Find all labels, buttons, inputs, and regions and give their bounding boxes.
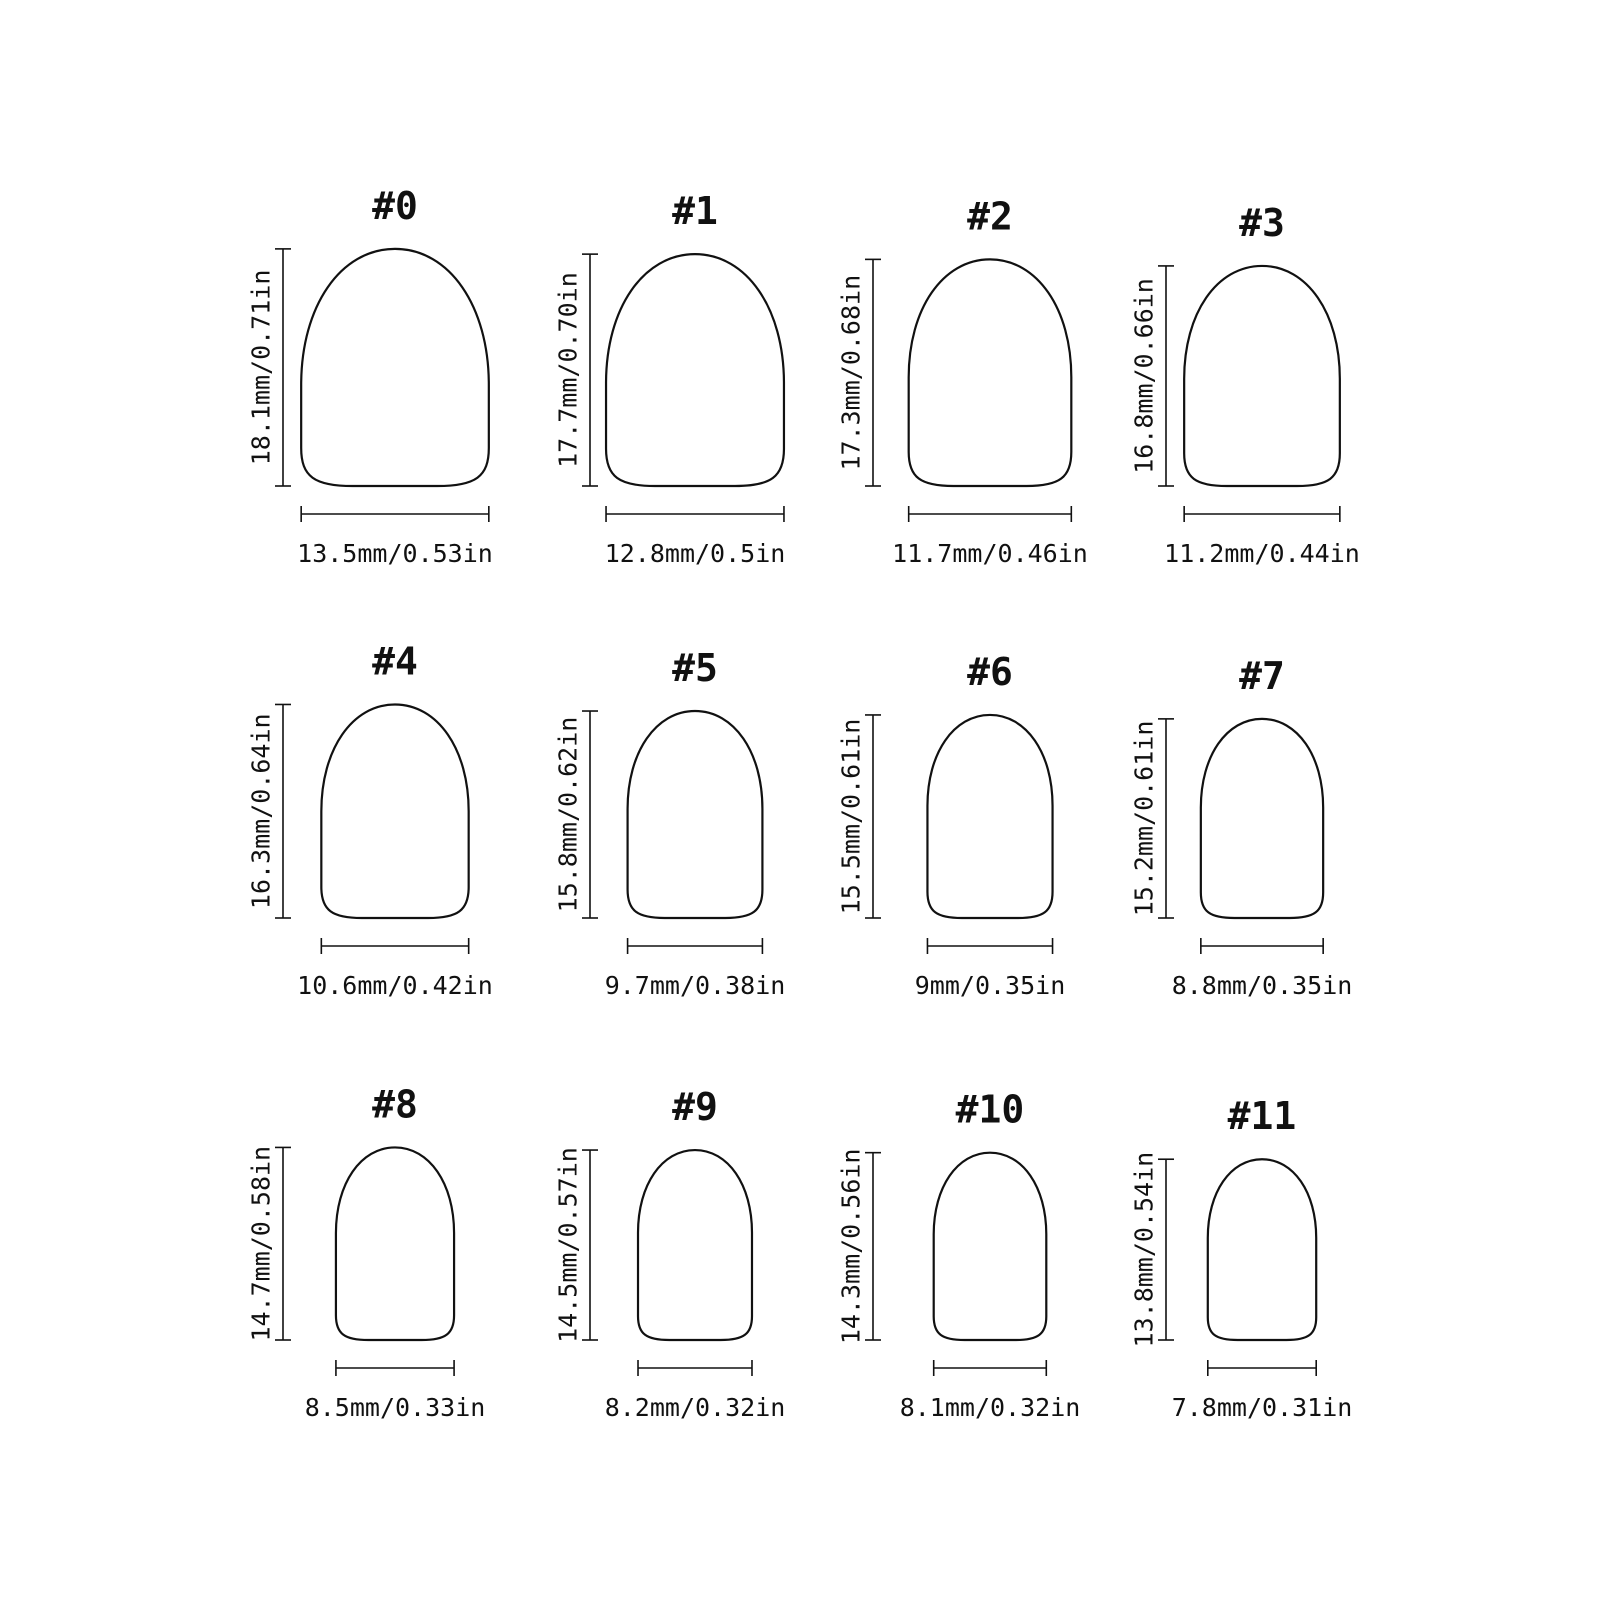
length-label: 14.7mm/0.58in	[246, 1145, 276, 1342]
size-label: #9	[672, 1085, 718, 1130]
size-label: #10	[955, 1087, 1025, 1132]
length-label: 13.8mm/0.54in	[1129, 1151, 1159, 1348]
length-label: 14.3mm/0.56in	[836, 1148, 866, 1345]
size-label: #8	[372, 1082, 418, 1127]
nail-shape	[927, 715, 1052, 918]
width-label: 11.7mm/0.46in	[892, 539, 1088, 568]
size-label: #1	[672, 189, 718, 234]
nail-shape	[638, 1150, 752, 1340]
nail-shape	[1208, 1159, 1316, 1340]
size-label: #0	[372, 183, 418, 228]
width-label: 13.5mm/0.53in	[297, 539, 493, 568]
nail-shape	[606, 254, 784, 486]
nail-shape	[1201, 719, 1323, 918]
nail-shape	[909, 259, 1072, 486]
width-label: 7.8mm/0.31in	[1171, 1393, 1353, 1422]
width-label: 8.2mm/0.32in	[604, 1393, 786, 1422]
width-label: 8.1mm/0.32in	[899, 1393, 1081, 1422]
size-label: #5	[672, 646, 718, 691]
size-label: #3	[1239, 200, 1285, 245]
width-label: 8.8mm/0.35in	[1171, 971, 1353, 1000]
width-label: 9.7mm/0.38in	[604, 971, 786, 1000]
size-label: #11	[1227, 1094, 1297, 1139]
width-label: 10.6mm/0.42in	[297, 971, 493, 1000]
length-label: 16.8mm/0.66in	[1129, 278, 1159, 474]
length-label: 17.3mm/0.68in	[836, 274, 866, 471]
width-label: 12.8mm/0.5in	[604, 539, 786, 568]
length-label: 14.5mm/0.57in	[553, 1147, 583, 1343]
size-label: #6	[967, 649, 1013, 694]
size-label: #4	[372, 639, 418, 684]
width-label: 11.2mm/0.44in	[1164, 539, 1360, 568]
nail-shape	[321, 704, 468, 918]
nail-shape	[934, 1153, 1047, 1340]
size-label: #7	[1239, 653, 1285, 698]
length-label: 17.7mm/0.70in	[553, 272, 583, 468]
nail-shape	[1184, 266, 1340, 486]
width-label: 9mm/0.35in	[914, 971, 1066, 1000]
nail-shape	[336, 1147, 454, 1340]
length-label: 16.3mm/0.64in	[246, 713, 276, 910]
length-label: 15.5mm/0.61in	[836, 718, 866, 915]
nail-shape	[301, 249, 489, 486]
length-label: 15.8mm/0.62in	[553, 716, 583, 913]
length-label: 18.1mm/0.71in	[246, 269, 276, 466]
width-label: 8.5mm/0.33in	[304, 1393, 486, 1422]
nail-shape	[628, 711, 763, 918]
length-label: 15.2mm/0.61in	[1129, 720, 1159, 917]
size-label: #2	[967, 194, 1013, 239]
